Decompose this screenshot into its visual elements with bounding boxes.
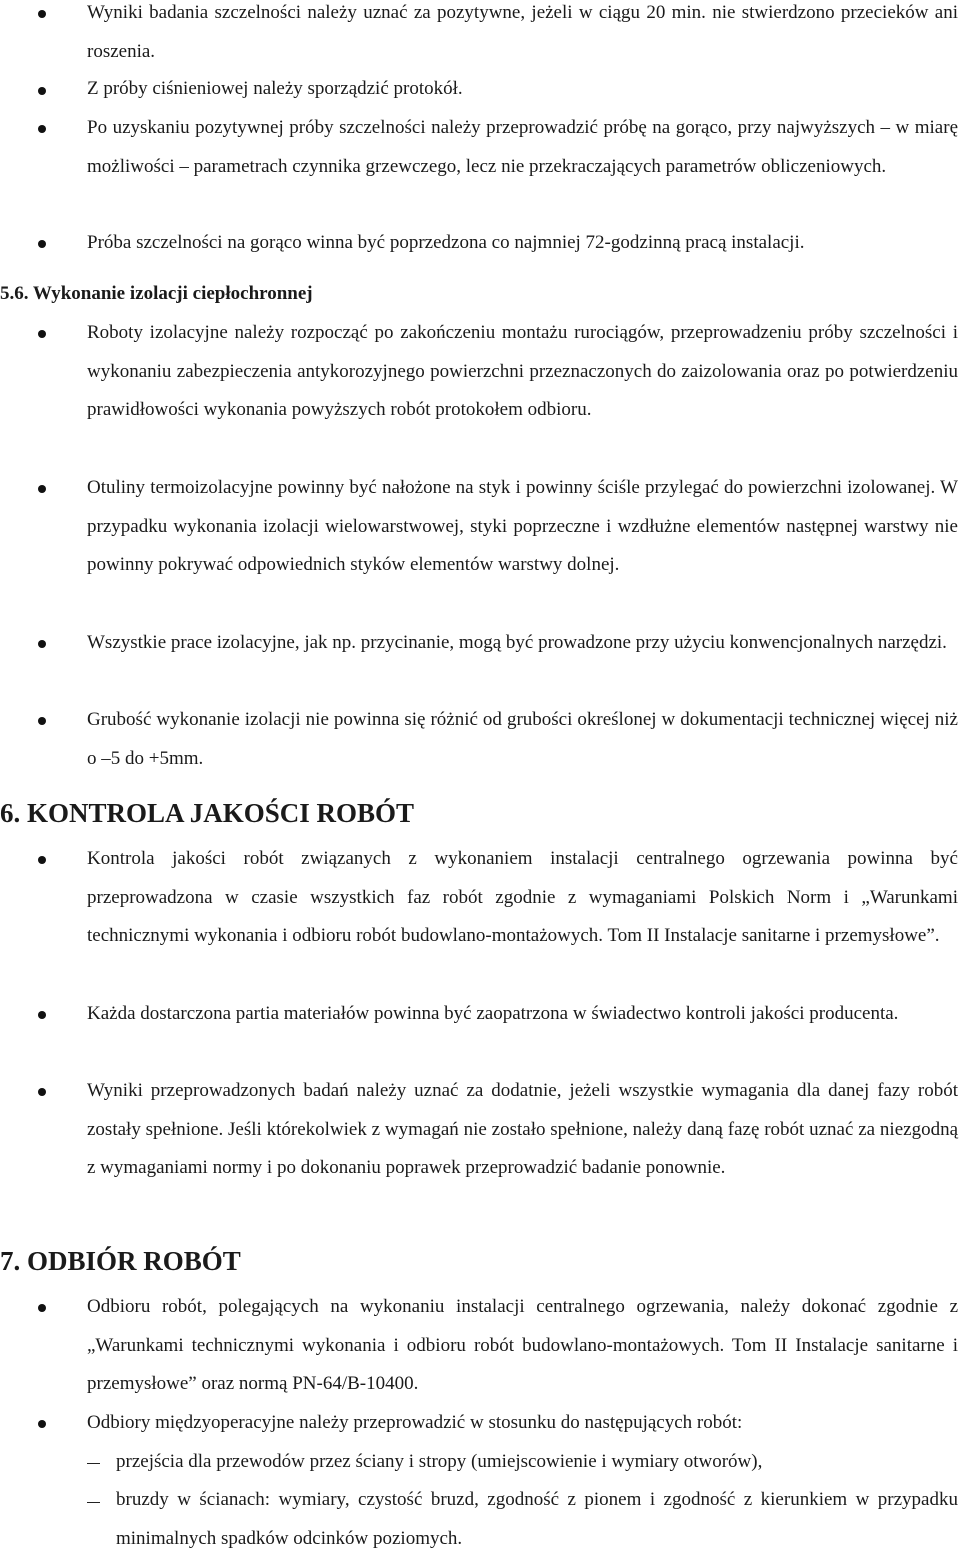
bullet-marker [38,1420,46,1428]
bullet-marker [38,485,46,493]
bullet-marker [38,87,46,95]
bullet-marker [38,856,46,864]
paragraph-insulation-sleeves: Otuliny termoizolacyjne powinny być nałożone na styk i powinny ściśle przylegać do powierzchni izolowanej. W przypadku wykonania izolacji wielowarstwowej, styki poprzeczne i wzdłużne elementów następnej warstwy nie powinny pokrywać odpowiednich styków elementów warstwy dolnej. [87,477,958,575]
dash-item-grooves: bruzdy w ścianach: wymiary, czystość bruzd, zgodność z pionem i zgodność z kierunkiem w przypadku minimalnych spadków odcinków poziomych. [116,1489,958,1549]
paragraph-insulation-thickness: Grubość wykonanie izolacji nie powinna się różnić od grubości określonej w dokumentacji technicznej więcej niż o –5 do +5mm. [87,709,958,769]
paragraph-material-certificate: Każda dostarczona partia materiałów powinna być zaopatrzona w świadectwo kontroli jakości producenta. [87,1003,899,1024]
paragraph-hot-test-duration: Próba szczelności na gorąco winna być poprzedzona co najmniej 72-godzinną pracą instalacji. [87,232,805,253]
bullet-marker [38,125,46,133]
section-heading-7: 7. ODBIÓR ROBÓT [0,1246,241,1276]
bullet-marker [38,717,46,725]
bullet-marker [38,240,46,248]
paragraph-insulation-start: Roboty izolacyjne należy rozpocząć po zakończeniu montażu rurociągów, przeprowadzeniu próby szczelności i wykonaniu zabezpieczenia antykorozyjnego powierzchni przeznaczonych do zaizolowania oraz po potwierdzeniu prawidłowości wykonania powyższych robót protokołem odbioru. [87,322,958,420]
dash-marker [87,1463,100,1464]
paragraph-test-evaluation: Wyniki przeprowadzonych badań należy uznać za dodatnie, jeżeli wszystkie wymagania dla danej fazy robót zostały spełnione. Jeśli którekolwiek z wymagań nie zostało spełnione, należy daną fazę robót uznać za niezgodną z wymaganiami normy i po dokonaniu poprawek przeprowadzić badanie ponownie. [87,1080,958,1178]
paragraph-quality-control: Kontrola jakości robót związanych z wykonaniem instalacji centralnego ogrzewania powinna być przeprowadzona w czasie wszystkich faz robót zgodnie z wymaganiami Polskich Norm i „Warunkami technicznymi wykonania i odbioru robót budowlano-montażowych. Tom II Instalacje sanitarne i przemysłowe”. [87,848,958,946]
bullet-marker [38,330,46,338]
bullet-marker [38,1088,46,1096]
section-heading-6: 6. KONTROLA JAKOŚCI ROBÓT [0,798,415,828]
paragraph-acceptance: Odbioru robót, polegających na wykonaniu instalacji centralnego ogrzewania, należy dokonać zgodnie z „Warunkami technicznymi wykonania i odbioru robót budowlano-montażowych. Tom II Instalacje sanitarne i przemysłowe” oraz normą PN-64/B-10400. [87,1296,958,1394]
bullet-marker [38,1011,46,1019]
section-heading-5-6: 5.6. Wykonanie izolacji ciepłochronnej [0,283,313,304]
paragraph-protocol: Z próby ciśnieniowej należy sporządzić protokół. [87,78,463,99]
dash-marker [87,1502,100,1503]
bullet-marker [38,10,46,18]
bullet-marker [38,1304,46,1312]
bullet-marker [38,640,46,648]
paragraph-insulation-tools: Wszystkie prace izolacyjne, jak np. przycinanie, mogą być prowadzone przy użyciu konwencjonalnych narzędzi. [87,632,947,653]
paragraph-interoperational: Odbiory międzyoperacyjne należy przeprowadzić w stosunku do następujących robót: [87,1412,743,1433]
dash-item-passages: przejścia dla przewodów przez ściany i stropy (umiejscowienie i wymiary otworów), [116,1451,763,1472]
paragraph-test-results: Wyniki badania szczelności należy uznać za pozytywne, jeżeli w ciągu 20 min. nie stwierdzono przecieków ani roszenia. [87,2,958,62]
paragraph-hot-test: Po uzyskaniu pozytywnej próby szczelności należy przeprowadzić próbę na gorąco, przy najwyższych – w miarę możliwości – parametrach czynnika grzewczego, lecz nie przekraczających parametrów obliczeniowych. [87,117,958,177]
